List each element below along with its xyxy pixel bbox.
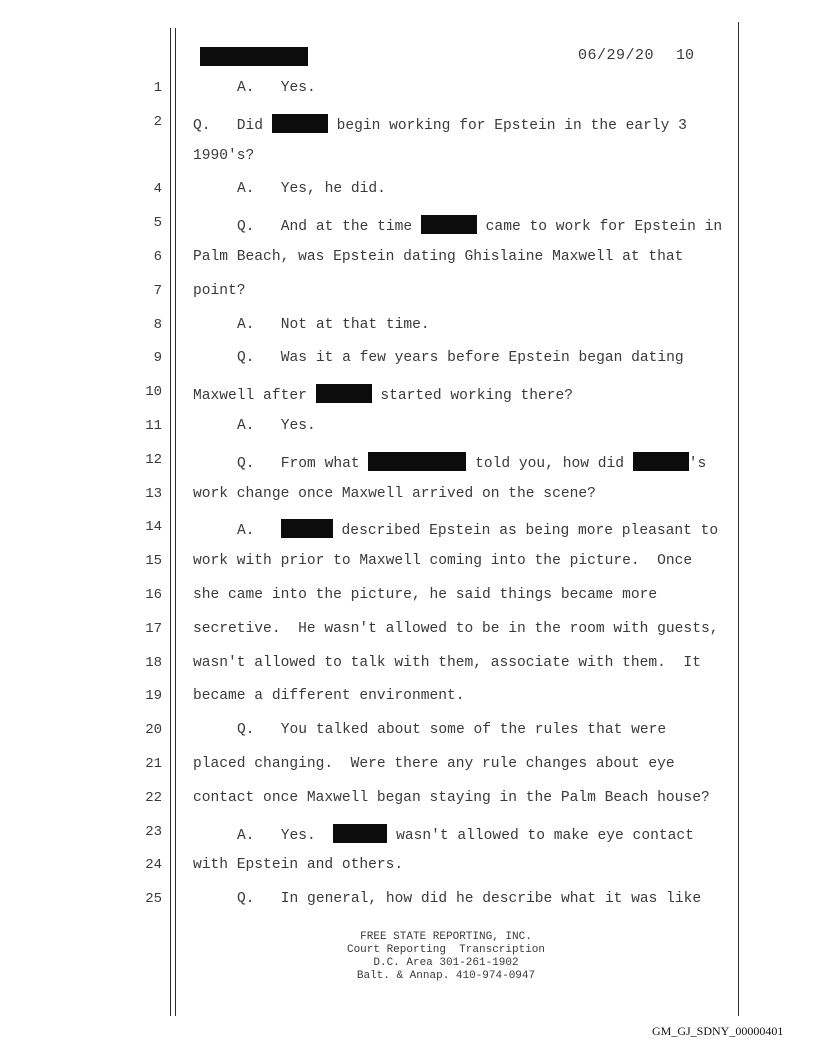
line-text: Maxwell after: [193, 388, 316, 404]
transcript-line: [237, 80, 316, 96]
line-text: described Epstein as being more pleasant to: [332, 523, 719, 539]
line-number: 23: [145, 824, 162, 840]
line-text: A. Yes, he did.: [237, 181, 386, 197]
line-text: came to work for Epstein in: [476, 219, 723, 235]
redaction-block: [633, 452, 689, 471]
line-text: wasn't allowed to make eye contact: [387, 828, 694, 844]
line-text: told you, how did: [466, 456, 633, 472]
transcript-line: [193, 249, 683, 265]
line-text: wasn't allowed to talk with them, associate with them. It: [193, 655, 701, 671]
line-number: 12: [145, 452, 162, 468]
transcript-line: [193, 283, 246, 299]
line-text: A.: [237, 523, 281, 539]
line-number: 16: [145, 587, 162, 603]
transcript-line: [193, 756, 675, 772]
redaction-block: [333, 824, 387, 843]
line-number: 2: [153, 114, 162, 130]
line-number: 24: [145, 857, 162, 873]
line-text: point?: [193, 283, 246, 299]
line-text: A. Yes.: [237, 80, 316, 96]
line-text: Q. And at the time: [237, 219, 421, 235]
line-text: Q. You talked about some of the rules that were: [237, 722, 667, 738]
line-text: 1990's?: [193, 148, 255, 164]
reporter-footer: [296, 931, 596, 983]
line-text: Q. From what: [237, 456, 369, 472]
line-number: 21: [145, 756, 162, 772]
line-number: 8: [153, 317, 162, 333]
line-text: 's: [688, 456, 707, 472]
transcript-line: [237, 215, 722, 235]
line-text: begin working for Epstein in the early 3: [327, 118, 687, 134]
line-text: Q. In general, how did he describe what it was like: [237, 891, 702, 907]
footer-line: Balt. & Annap. 410-974-0947: [356, 970, 536, 982]
transcript-line: [193, 587, 657, 603]
line-number: 19: [145, 688, 162, 704]
transcript-line: [193, 553, 692, 569]
transcript-line: [193, 621, 718, 637]
line-number: 20: [145, 722, 162, 738]
line-number: 9: [153, 350, 162, 366]
left-margin-rule-inner: [175, 28, 176, 1016]
redaction-block: [272, 114, 328, 133]
line-text: A. Yes.: [237, 828, 334, 844]
redaction-block: [421, 215, 477, 234]
line-number: 17: [145, 621, 162, 637]
line-text: contact once Maxwell began staying in the Palm Beach house?: [193, 790, 710, 806]
transcript-line: [237, 452, 706, 472]
page-header: [196, 45, 736, 69]
transcript-line: [193, 148, 254, 164]
line-text: she came into the picture, he said things became more: [193, 587, 658, 603]
line-text: A. Yes.: [237, 418, 316, 434]
line-text: with Epstein and others.: [193, 857, 404, 873]
line-number: 22: [145, 790, 162, 806]
line-text: work change once Maxwell arrived on the scene?: [193, 486, 596, 502]
line-number: 18: [145, 655, 162, 671]
line-text: work with prior to Maxwell coming into the picture. Once: [193, 553, 693, 569]
footer-line: Court Reporting Transcription: [346, 944, 546, 956]
bates-stamp: GM_GJ_SDNY_00000401: [652, 1024, 784, 1038]
line-number: 1: [153, 80, 162, 96]
transcript-line: [193, 857, 403, 873]
transcript-line: [237, 824, 694, 844]
footer-line: FREE STATE REPORTING, INC.: [360, 931, 532, 943]
redaction-block: [200, 47, 308, 66]
redaction-block: [368, 452, 466, 471]
line-number: 15: [145, 553, 162, 569]
line-text: became a different environment.: [193, 688, 465, 704]
line-number: 25: [145, 891, 162, 907]
left-margin-rule-outer: [170, 28, 171, 1016]
page-number: 10: [676, 47, 695, 64]
line-number: 13: [145, 486, 162, 502]
transcript-line: [237, 350, 684, 366]
redaction-block: [316, 384, 372, 403]
transcript-line: [193, 688, 465, 704]
transcript-line: [237, 418, 316, 434]
transcript-date: 06/29/20: [578, 47, 655, 64]
transcript-line: [237, 317, 430, 333]
line-number: 10: [145, 384, 162, 400]
line-number: 6: [153, 249, 162, 265]
line-text: Q. Did: [193, 118, 272, 134]
line-number: 14: [145, 519, 162, 535]
redaction-block: [281, 519, 333, 538]
line-text: placed changing. Were there any rule changes about eye: [193, 756, 675, 772]
line-text: secretive. He wasn't allowed to be in the room with guests,: [193, 621, 719, 637]
transcript-line: [193, 655, 701, 671]
line-number: 7: [153, 283, 162, 299]
line-text: Palm Beach, was Epstein dating Ghislaine Maxwell at that: [193, 249, 684, 265]
transcript-line: [237, 722, 666, 738]
transcript-line: [193, 114, 687, 134]
transcript-line: [193, 486, 596, 502]
line-number: 4: [153, 181, 162, 197]
right-margin-rule: [738, 22, 739, 1016]
transcript-line: [237, 519, 718, 539]
footer-line: D.C. Area 301-261-1902: [373, 957, 519, 969]
line-number: 5: [153, 215, 162, 231]
line-text: started working there?: [371, 388, 574, 404]
transcript-line: [193, 790, 710, 806]
line-text: Q. Was it a few years before Epstein began dating: [237, 350, 684, 366]
transcript-line: [237, 891, 701, 907]
line-number: 11: [145, 418, 162, 434]
line-text: A. Not at that time.: [237, 317, 430, 333]
transcript-line: [193, 384, 573, 404]
transcript-line: [237, 181, 386, 197]
